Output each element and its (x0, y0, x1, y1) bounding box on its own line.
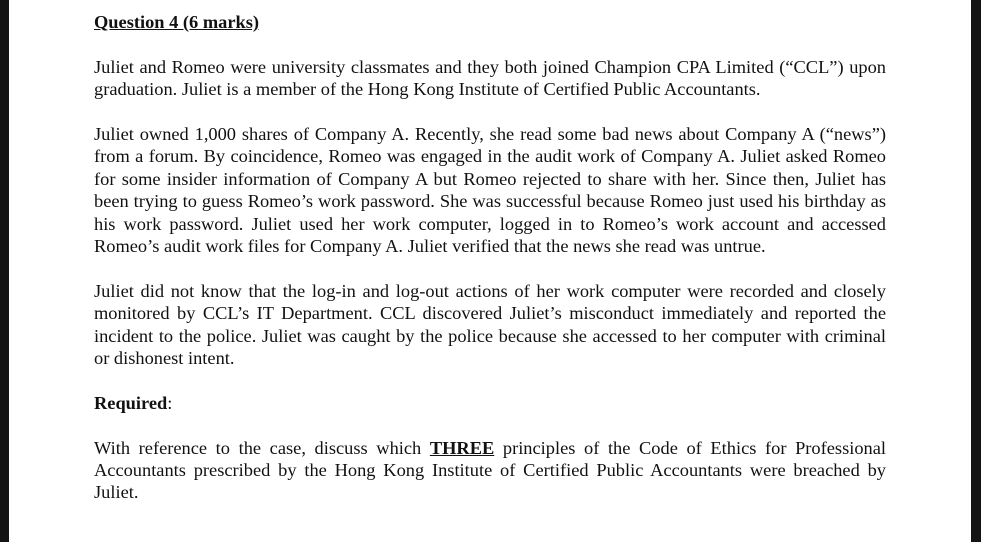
right-dark-border (971, 0, 981, 542)
required-label: Required (94, 392, 168, 413)
left-dark-border (0, 0, 9, 542)
case-paragraph-3: Juliet did not know that the log-in and log-out actions of her work computer were recorded and closely monitored by CCL’s IT Department. CCL discovered Juliet’s misconduct immediately and reported the incident to the police. Juliet was caught by the police because she accessed to her computer with criminal or dishonest intent. (94, 280, 886, 369)
task-emphasis: THREE (429, 437, 495, 458)
task-paragraph (94, 437, 886, 504)
document-page (94, 11, 886, 504)
required-colon: : (167, 392, 173, 413)
question-title: Question 4 (6 marks) (94, 12, 260, 32)
task-text-before: With reference to the case, discuss which (94, 437, 430, 458)
case-paragraph-2: Juliet owned 1,000 shares of Company A. Recently, she read some bad news about Company A (“news”) from a forum. By coincidence, Romeo was engaged in the audit work of Company A. Juliet asked Romeo for some insider information of Company A but Romeo rejected to share with her. Since then, Juliet has been trying to guess Romeo’s work password. She was successful because Romeo just used his birthday as his work password. Juliet used her work computer, logged in to Romeo’s work account and accessed Romeo’s audit work files for Company A. Juliet verified that the news she read was untrue. (94, 124, 886, 257)
task-text-after: principles of the Code of Ethics for Professional Accountants prescribed by the Hong Kong Institute of Certified Public Accountants were breached by Juliet. (94, 437, 886, 503)
case-paragraph-1: Juliet and Romeo were university classmates and they both joined Champion CPA Limited (“CCL”) upon graduation. Juliet is a member of the Hong Kong Institute of Certified Public Accountants. (94, 56, 886, 100)
required-line (94, 392, 886, 414)
